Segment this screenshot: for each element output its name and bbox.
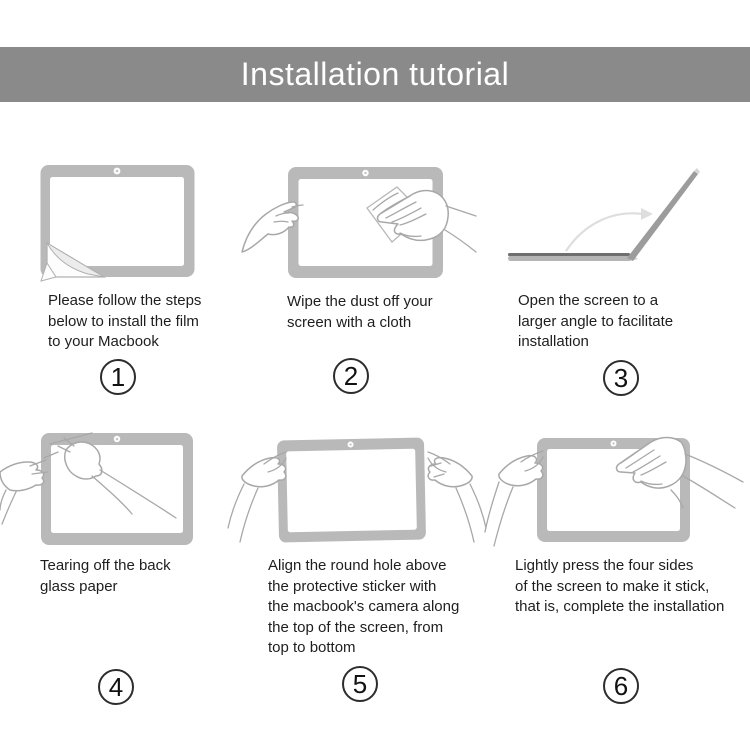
step1-number-badge: 1 [100,359,136,395]
laptop-base [508,253,630,256]
arm-line [2,492,16,524]
step2-illustration hands-wiping-screen-with-cloth-icon [240,160,476,284]
step6-caption: Lightly press the four sides of the screen to make it stick, that is, complete the installation [515,557,725,615]
step3-caption: Open the screen to a larger angle to facilitate installation [518,292,674,350]
step2-caption: Wipe the dust off your screen with a cloth [287,293,433,331]
arm-line [683,476,735,508]
arrowhead-icon [641,208,653,220]
step6-illustration hands-pressing-screen-edges-icon [485,428,750,548]
laptop-screen-open [627,171,698,261]
left-pinching-hand-icon [499,456,543,486]
step1-illustration macbook-screen-with-peeling-film-corner-icon [40,163,196,281]
opening-arc-arrow [566,213,643,251]
step5-caption: Align the round hole above the protective sticker with the macbook's camera along the top of the screen, from top to bottom [268,557,460,656]
arm-line [494,487,513,546]
arm-line [240,488,258,542]
step3-illustration laptop-opened-to-wide-angle-icon [500,158,705,268]
arm-line [470,484,486,528]
holding-hand-icon [0,462,44,491]
arm-line [456,488,474,542]
arm-line [228,484,244,528]
step4-number-badge: 4 [98,669,134,705]
right-pinching-hand-icon [428,458,472,487]
screen-panel [50,177,184,266]
step2-number-badge: 2 [333,358,369,394]
screen-panel [286,449,417,533]
step3-number-badge: 3 [603,360,639,396]
step4-illustration hands-tearing-off-back-paper-icon [0,428,248,552]
arm-line [0,490,6,510]
page-title: Installation tutorial [240,56,510,92]
arm-line [445,230,476,252]
step6-number-badge: 6 [603,668,639,704]
arm-line [685,454,743,482]
step5-illustration two-hands-aligning-film-on-screen-icon [228,430,486,548]
arm-line [485,482,499,532]
step1-caption: Please follow the steps below to install the film to your Macbook [48,292,202,350]
step4-caption: Tearing off the back glass paper [40,557,171,595]
step5-number-badge: 5 [342,666,378,702]
arm-line [446,206,476,216]
header-banner [0,47,750,102]
